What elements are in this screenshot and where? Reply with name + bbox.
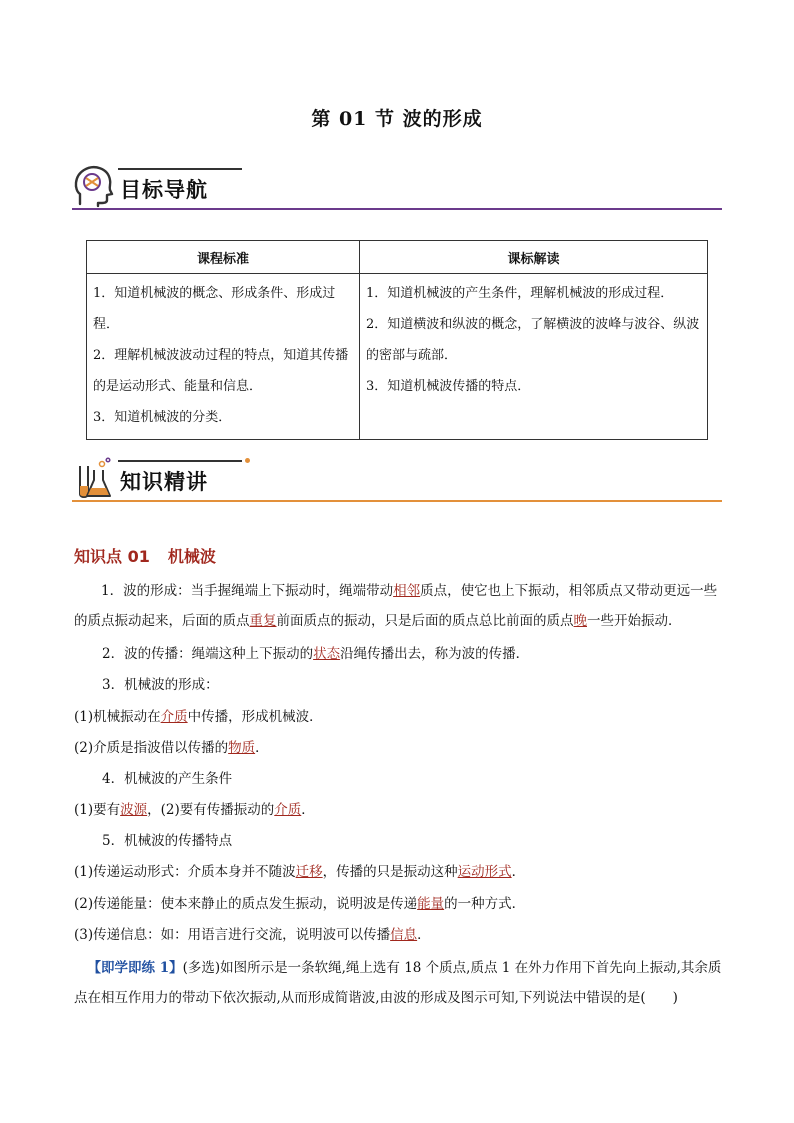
keyword: 物质 (228, 740, 256, 756)
text: (多选)如图所示是一条软绳,绳上选有 18 个质点,质点 1 在外力作用下首先向上振动,其余质点在相互作用力的带动下依次振动,从而形成简谐波,由波的形成及图示可知,下列说法中错误的是( ) (74, 960, 722, 1006)
table-cell-interpretation (360, 274, 708, 440)
page-title: 第 01 节 波的形成 (311, 108, 483, 130)
paragraph-item (74, 733, 724, 763)
keyword: 相邻 (393, 583, 421, 599)
paragraph-item (74, 889, 724, 919)
text: (1)机械振动在 (74, 709, 161, 725)
paragraph-item (74, 795, 724, 825)
paragraph-heading: 4．机械波的产生条件 (102, 771, 233, 787)
table-header-standard: 课程标准 (87, 241, 360, 274)
knowledge-point-title (74, 544, 216, 567)
text: ． (417, 927, 431, 943)
paragraph-wave-propagation (74, 639, 752, 669)
text: 前面质点的振动，只是后面的质点总比前面的质点 (276, 613, 574, 629)
text: ． (301, 802, 315, 818)
section-header-nav (72, 164, 722, 210)
paragraph-item (74, 920, 724, 950)
paragraph-item (74, 857, 724, 887)
example-tag: 【即学即练 1】 (87, 960, 183, 976)
text: (2)介质是指波借以传播的 (74, 740, 229, 756)
text: 的一种方式． (444, 896, 526, 912)
text: ，传播的只是振动这种 (322, 864, 458, 880)
knowledge-point-label: 知识点 01 (74, 547, 150, 566)
flask-icon (72, 456, 116, 500)
keyword: 迁移 (295, 864, 323, 880)
brain-head-icon (72, 164, 116, 208)
section-divider (72, 500, 722, 502)
text: 质点，使它也上下振动，相邻质点又带动更远一些的质点振动起来，后面的质点 (74, 583, 718, 629)
list-item: 1．知道机械波的概念、形成条件、形成过程． (93, 286, 336, 332)
section-title-knowledge: 知识精讲 (120, 470, 208, 494)
paragraph-heading: 5．机械波的传播特点 (102, 833, 233, 849)
keyword: 状态 (313, 646, 341, 662)
keyword: 介质 (160, 709, 188, 725)
section-divider (72, 208, 722, 210)
text: (3)传递信息：如：用语言进行交流，说明波可以传播 (74, 927, 391, 943)
section-title-nav: 目标导航 (120, 178, 208, 202)
text: (1)要有 (74, 802, 121, 818)
keyword: 信息 (390, 927, 418, 943)
keyword: 波源 (120, 802, 148, 818)
list-item: 2．知道横波和纵波的概念，了解横波的波峰与波谷、纵波的密部与疏部． (366, 317, 700, 363)
text: 1．波的形成：当手握绳端上下振动时，绳端带动 (101, 583, 394, 599)
keyword: 晚 (573, 613, 587, 629)
paragraph-heading: 3．机械波的形成： (102, 677, 219, 693)
knowledge-point-name: 机械波 (167, 547, 216, 566)
text: 沿绳传播出去，称为波的传播． (340, 646, 530, 662)
list-item: 1．知道机械波的产生条件，理解机械波的形成过程． (366, 286, 674, 301)
paragraph-item (74, 702, 724, 732)
example-question (74, 953, 724, 1013)
text: 2．波的传播：绳端这种上下振动的 (102, 646, 314, 662)
text: 一些开始振动． (587, 613, 682, 629)
standards-table (86, 240, 708, 440)
text: ． (255, 740, 269, 756)
keyword: 运动形式 (457, 864, 512, 880)
list-item: 3．知道机械波的分类． (93, 410, 232, 425)
table-cell-standard (87, 274, 360, 440)
keyword: 介质 (274, 802, 302, 818)
text: (2)传递能量：使本来静止的质点发生振动，说明波是传递 (74, 896, 418, 912)
keyword: 重复 (249, 613, 277, 629)
paragraph-wave-formation (74, 576, 724, 636)
list-item: 2．理解机械波波动过程的特点，知道其传播的是运动形式、能量和信息． (93, 348, 349, 394)
text: 中传播，形成机械波． (187, 709, 323, 725)
section-header-knowledge (72, 456, 722, 502)
list-item: 3．知道机械波传播的特点． (366, 379, 531, 394)
text: ，(2)要有传播振动的 (147, 802, 275, 818)
text: (1)传递运动形式：介质本身并不随波 (74, 864, 296, 880)
text: ． (511, 864, 526, 880)
table-header-interpretation: 课标解读 (360, 241, 708, 274)
keyword: 能量 (417, 896, 445, 912)
